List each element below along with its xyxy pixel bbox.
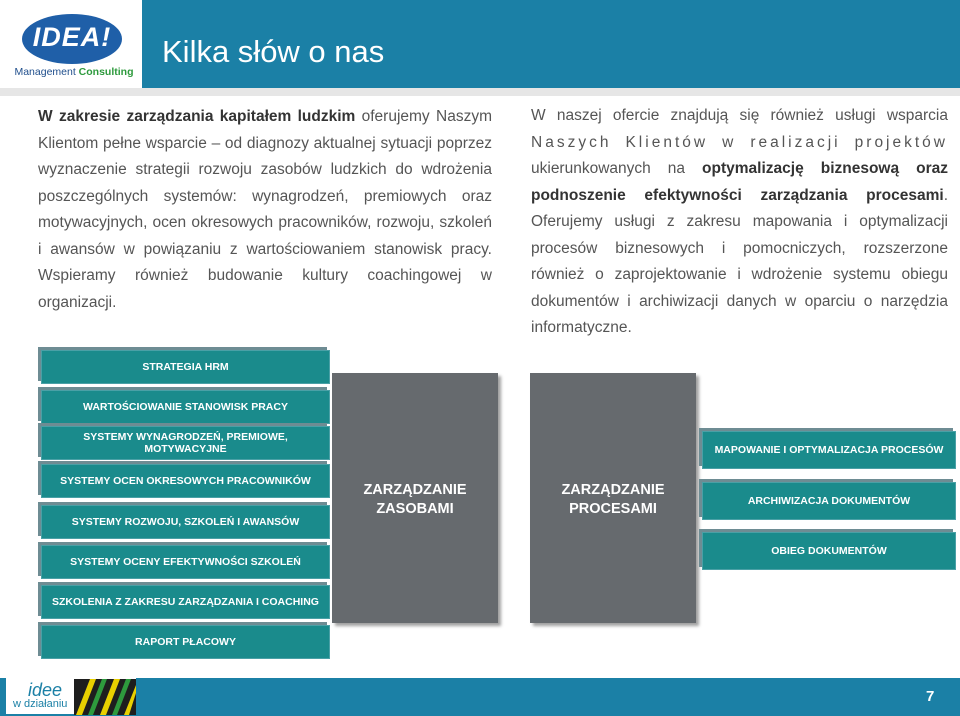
footer-brand-sub: w działaniu bbox=[13, 698, 68, 710]
hr-item-oceny-okresowe: SYSTEMY OCEN OKRESOWYCH PRACOWNIKÓW bbox=[41, 464, 330, 498]
logo-name: IDEA! bbox=[32, 22, 112, 52]
header-divider bbox=[0, 88, 960, 96]
resources-label: ZARZĄDZANIE ZASOBAMI bbox=[363, 482, 467, 517]
logo-subtitle: Management Consulting bbox=[14, 66, 134, 78]
box-zarzadzanie-procesami bbox=[530, 373, 696, 623]
process-lead-end: . bbox=[943, 186, 948, 204]
process-lead-spaced: Naszych Klientów w realizacji projektów bbox=[531, 133, 948, 151]
box-zarzadzanie-zasobami bbox=[332, 373, 498, 623]
footer-bar bbox=[0, 678, 960, 716]
hr-item-rozwoj: SYSTEMY ROZWOJU, SZKOLEŃ I AWANSÓW bbox=[41, 505, 330, 539]
process-item-mapowanie: MAPOWANIE I OPTYMALIZACJA PROCESÓW bbox=[702, 431, 956, 469]
hr-item-efektywnosc: SYSTEMY OCENY EFEKTYWNOŚCI SZKOLEŃ bbox=[41, 545, 330, 579]
processes-label: ZARZĄDZANIE PROCESAMI bbox=[561, 482, 665, 517]
hr-item-wynagrodzenia: SYSTEMY WYNAGRODZEŃ, PREMIOWE, MOTYWACYJNE bbox=[41, 426, 330, 460]
process-item-archiwizacja: ARCHIWIZACJA DOKUMENTÓW bbox=[702, 482, 956, 520]
hr-item-szkolenia: SZKOLENIA Z ZAKRESU ZARZĄDZANIA I COACHING bbox=[41, 585, 330, 619]
hr-item-raport-placowy: RAPORT PŁACOWY bbox=[41, 625, 330, 659]
page-title: Kilka słów o nas bbox=[162, 34, 385, 69]
hr-item-wartosciowanie: WARTOŚCIOWANIE STANOWISK PRACY bbox=[41, 390, 330, 424]
hr-description bbox=[38, 104, 492, 316]
hr-lead: W zakresie zarządzania kapitałem ludzkim bbox=[38, 108, 356, 125]
process-offer-text: Oferujemy usługi z zakresu mapowania i optymalizacji procesów biznesowych i pomocniczych, rozszerzone również o zaprojektowanie i wdrożenie systemu obiegu dokumentów i archiwizacji danych w oparciu o narzędzia informatyczne. bbox=[531, 213, 948, 336]
hr-lead-rest: oferujemy Naszym Klientom pełne wsparcie – od diagnozy aktualnej sytuacji poprzez wyznaczenie strategii rozwoju zasobów ludzkich do wdrożenia poszczególnych systemów: wynagrodzeń, premiowych oraz motywacyjnych, ocen okresowych pracowników, rozwoju, szkoleń i awansów w powiązaniu z wartościowaniem stanowisk pracy. bbox=[38, 108, 492, 258]
process-lead: W naszej ofercie znajdują się również usługi wsparcia bbox=[531, 107, 948, 124]
process-lead-b: ukierunkowanych na bbox=[531, 160, 686, 177]
process-lead-bold: optymalizację biznesową oraz podnoszenie efektywności zarządzania procesami bbox=[531, 160, 948, 204]
hr-coaching-text: Wspieramy również budowanie kultury coachingowej w organizacji. bbox=[38, 267, 492, 311]
hr-item-strategia: STRATEGIA HRM bbox=[41, 350, 330, 384]
footer-stripes-graphic bbox=[74, 679, 136, 715]
process-item-obieg: OBIEG DOKUMENTÓW bbox=[702, 532, 956, 570]
footer-brand: idee bbox=[28, 680, 63, 700]
page-number: 7 bbox=[926, 688, 935, 705]
process-description bbox=[531, 103, 948, 342]
